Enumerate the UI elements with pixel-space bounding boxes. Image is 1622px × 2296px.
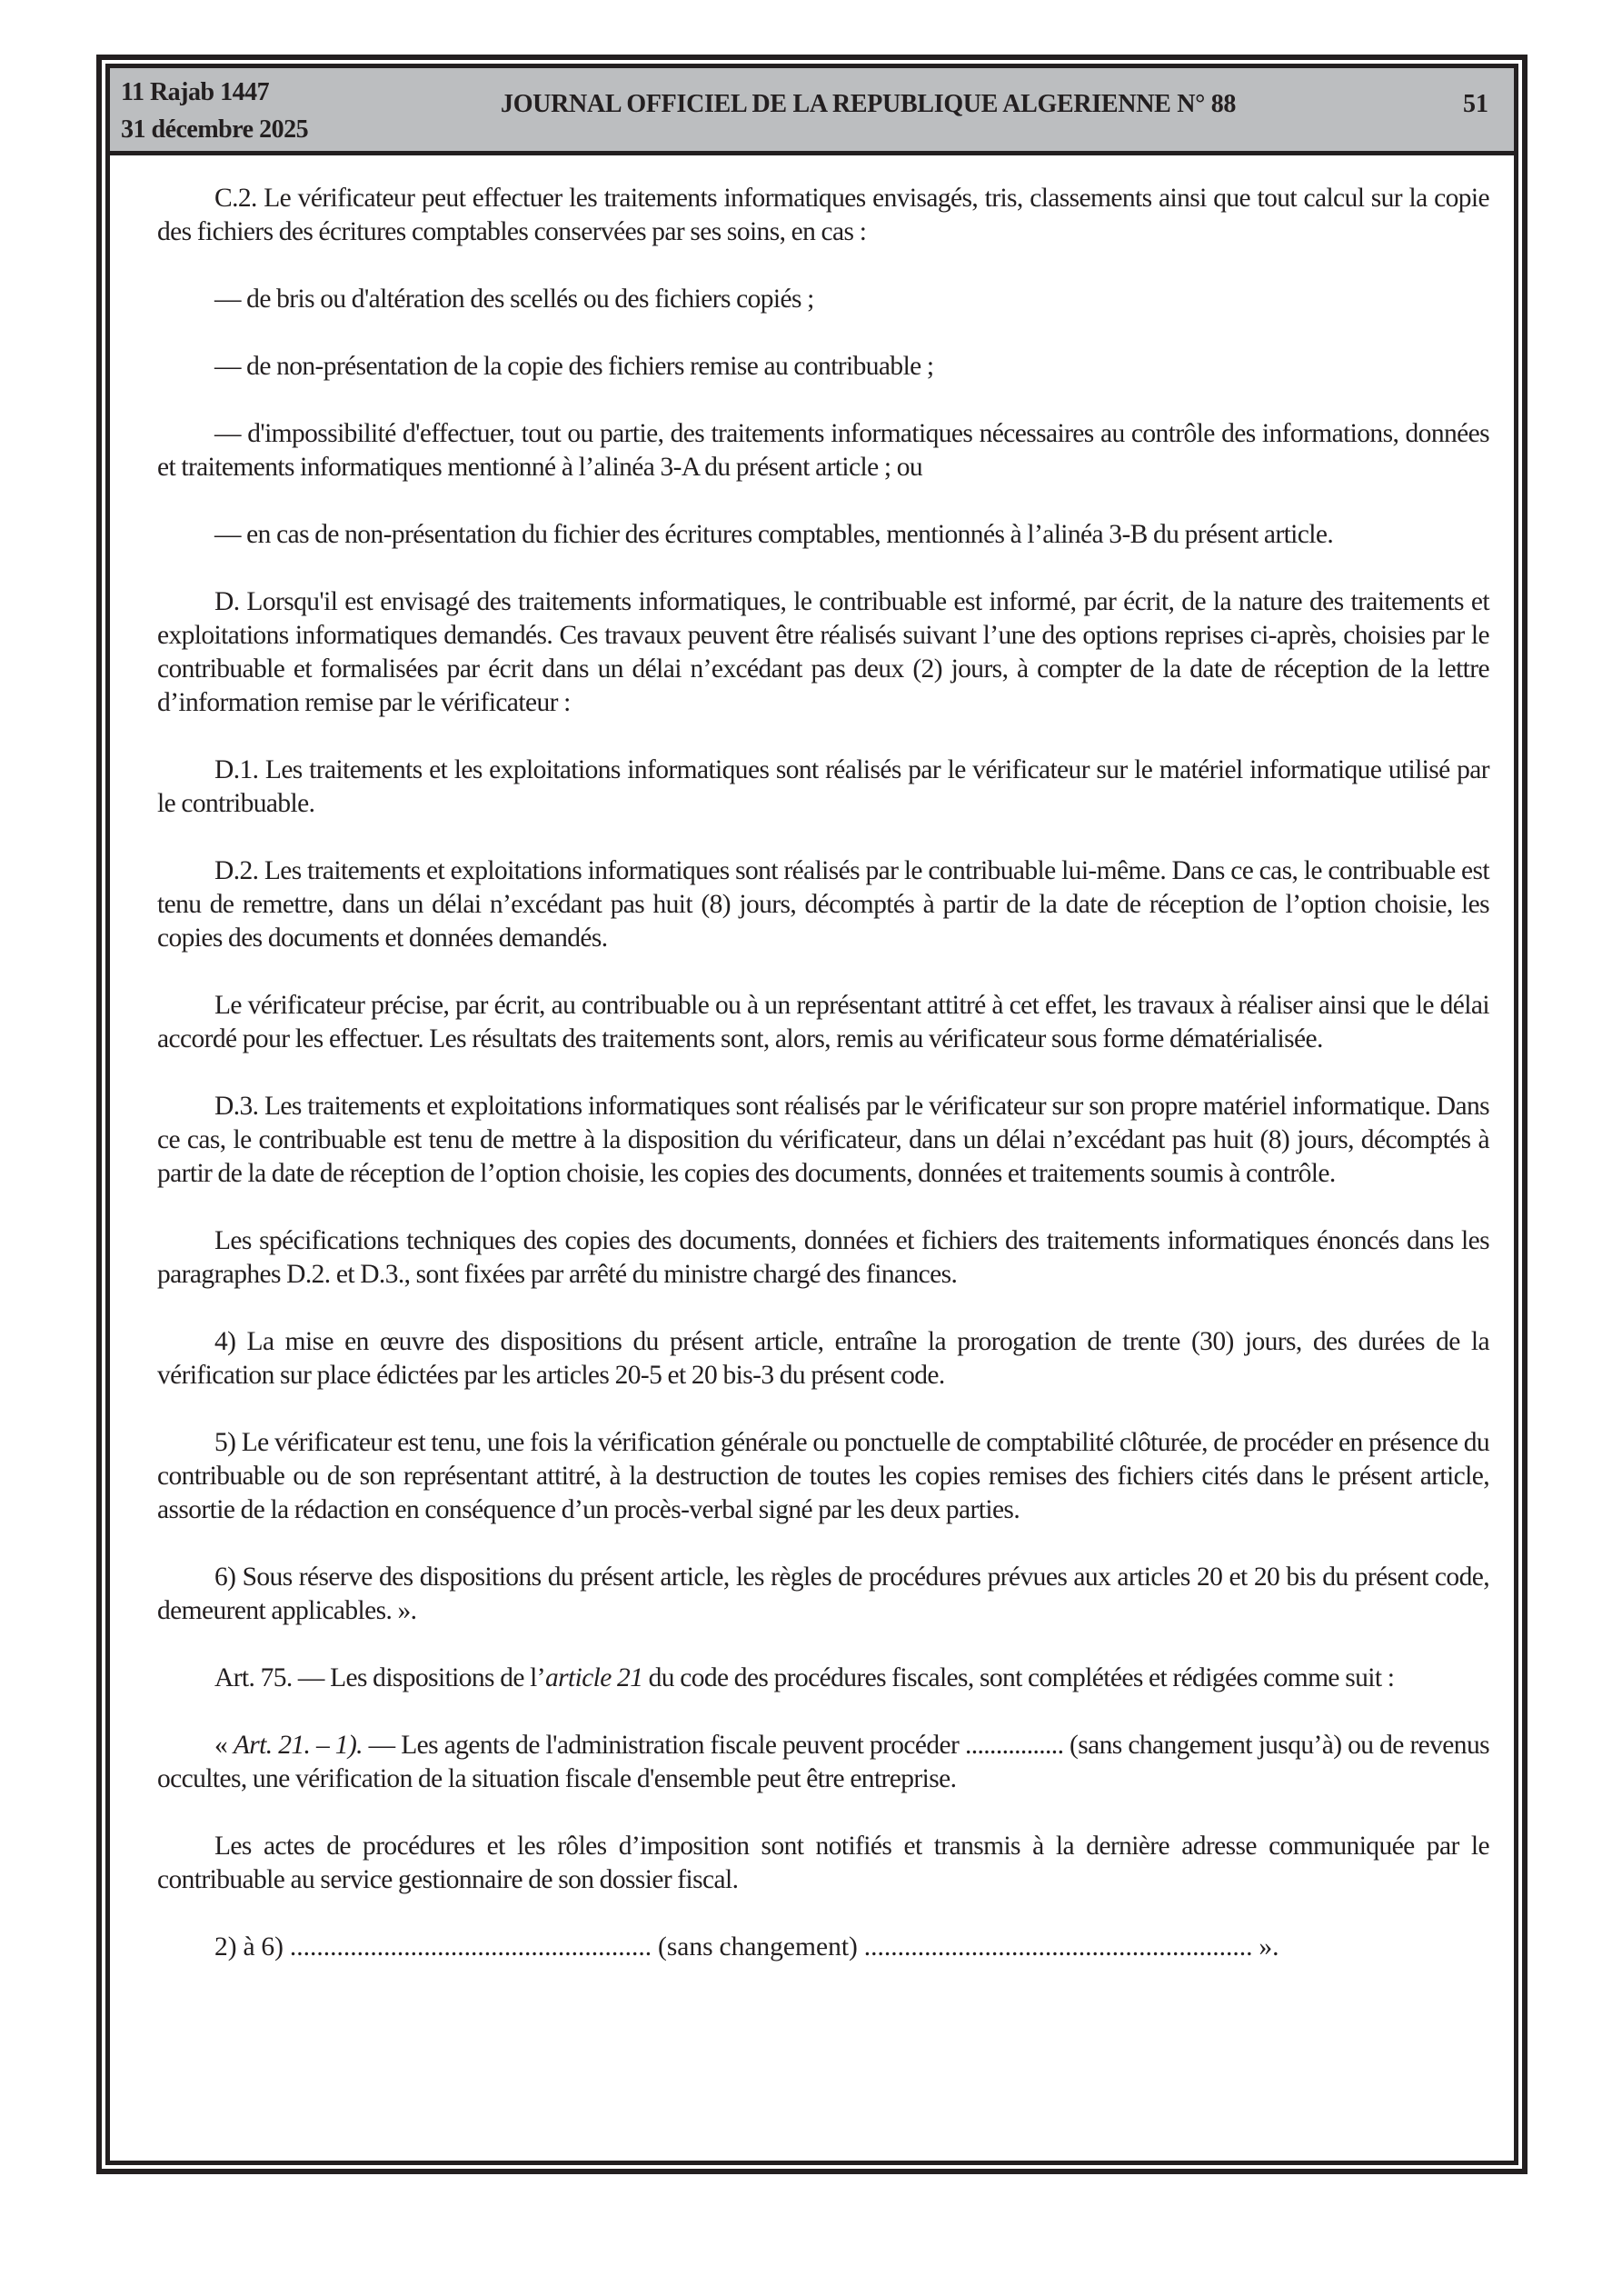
gregorian-date: 31 décembre 2025	[121, 115, 309, 144]
paragraph-verificateur-precise: Le vérificateur précise, par écrit, au contribuable ou à un représentant attitré à cet effet, les travaux à réaliser ainsi que le délai accordé pour les effectuer. Les résultats des traitements sont, alors, remis au vérificateur sous forme dématérialisée.	[157, 991, 1489, 1053]
page-inner-frame	[105, 64, 1518, 2165]
paragraph-closing-sans-changement: 2) à 6) ...................................................... (sans changement) .......................................................... ».	[214, 1932, 1279, 1962]
page-header	[110, 68, 1514, 155]
paragraph-bullet-bris: — de bris ou d'altération des scellés ou des fichiers copiés ;	[214, 285, 814, 314]
art75-italic-reference: article 21	[544, 1663, 643, 1692]
journal-title: JOURNAL OFFICIEL DE LA REPUBLIQUE ALGERIENNE N° 88	[501, 90, 1237, 118]
art75-prefix: Art. 75. — Les dispositions de l’	[214, 1663, 545, 1692]
paragraph-specifications: Les spécifications techniques des copies des documents, données et fichiers des traitements informatiques énoncés dans les paragraphes D.2. et D.3., sont fixées par arrêté du ministre chargé des finances.	[157, 1226, 1489, 1289]
art75-suffix: du code des procédures fiscales, sont complétées et rédigées comme suit :	[642, 1663, 1395, 1692]
hijri-date: 11 Rajab 1447	[121, 78, 270, 106]
art21-open-quote: «	[214, 1731, 234, 1760]
paragraph-bullet-non-presentation-fichier: — en cas de non-présentation du fichier des écritures comptables, mentionnés à l’alinéa 3-B du présent article.	[214, 520, 1334, 549]
art21-text: — Les agents de l'administration fiscale peuvent procéder ................ (sans changement jusqu’à) ou de revenus occultes, une vérification de la situation fiscale d'ensemble peut être entreprise.	[157, 1731, 1489, 1793]
paragraph-bullet-impossibilite: — d'impossibilité d'effectuer, tout ou partie, des traitements informatiques nécessaires au contrôle des informations, données et traitements informatiques mentionné à l’alinéa 3-A du présent article ; ou	[157, 419, 1489, 482]
paragraph-art-21	[157, 1729, 1489, 1796]
page-body	[157, 182, 1489, 1964]
paragraph-actes-procedures: Les actes de procédures et les rôles d’imposition sont notifiés et transmis à la dernière adresse communiquée par le contribuable au service gestionnaire de son dossier fiscal.	[157, 1832, 1489, 1894]
paragraph-bullet-non-presentation-copie: — de non-présentation de la copie des fichiers remise au contribuable ;	[214, 352, 934, 381]
paragraph-d2: D.2. Les traitements et exploitations informatiques sont réalisés par le contribuable lui-même. Dans ce cas, le contribuable est tenu de remettre, dans un délai n’excédant pas huit (8) jours, décomptés à partir de la date de réception de l’option choisie, les copies des documents et données demandés.	[157, 856, 1489, 953]
paragraph-d3: D.3. Les traitements et exploitations informatiques sont réalisés par le vérificateur sur son propre matériel informatique. Dans ce cas, le contribuable est tenu de mettre à la disposition du vérificateur, dans un délai n’excédant pas huit (8) jours, décomptés à partir de la date de réception de l’option choisie, les copies des documents, données et traitements soumis à contrôle.	[157, 1092, 1489, 1188]
page-outer-frame	[96, 55, 1527, 2174]
paragraph-d1: D.1. Les traitements et les exploitations informatiques sont réalisés par le vérificateur sur le matériel informatique utilisé par le contribuable.	[157, 755, 1489, 818]
paragraph-art-75	[157, 1662, 1489, 1695]
paragraph-c2: C.2. Le vérificateur peut effectuer les traitements informatiques envisagés, tris, classements ainsi que tout calcul sur la copie des fichiers des écritures comptables conservées par ses soins, en cas :	[157, 184, 1489, 246]
art21-italic-heading: Art. 21. – 1).	[233, 1731, 363, 1760]
paragraph-4: 4) La mise en œuvre des dispositions du présent article, entraîne la prorogation de trente (30) jours, des durées de la vérification sur place édictées par les articles 20-5 et 20 bis-3 du présent code.	[157, 1327, 1489, 1390]
paragraph-d: D. Lorsqu'il est envisagé des traitements informatiques, le contribuable est informé, par écrit, de la nature des traitements et exploitations informatiques demandés. Ces travaux peuvent être réalisés suivant l’une des options reprises ci-après, choisies par le contribuable et formalisées par écrit dans un délai n’excédant pas deux (2) jours, à compter de la date de réception de la lettre d’information remise par le vérificateur :	[157, 587, 1489, 717]
paragraph-6: 6) Sous réserve des dispositions du présent article, les règles de procédures prévues aux articles 20 et 20 bis du présent code, demeurent applicables. ».	[157, 1562, 1489, 1625]
paragraph-5: 5) Le vérificateur est tenu, une fois la vérification générale ou ponctuelle de comptabilité clôturée, de procéder en présence du contribuable ou de son représentant attitré, à la destruction de toutes les copies remises des fichiers cités dans le présent article, assortie de la rédaction en conséquence d’un procès-verbal signé par les deux parties.	[157, 1428, 1489, 1524]
date-block	[121, 74, 308, 148]
page-number: 51	[1463, 90, 1488, 118]
